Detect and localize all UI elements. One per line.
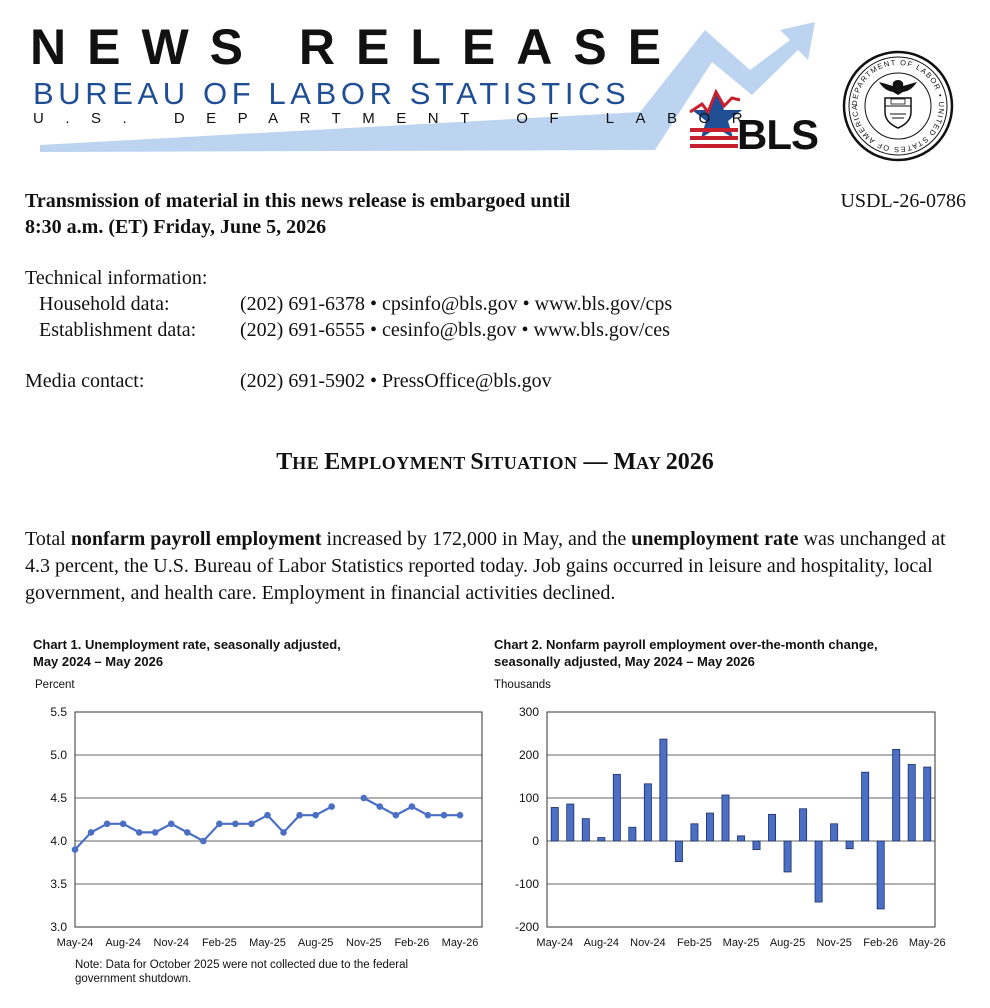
- x-tick-label: Feb-26: [863, 937, 899, 949]
- data-bar: [800, 809, 807, 841]
- chart1-note: [75, 958, 408, 986]
- data-bar: [551, 807, 558, 841]
- data-point: [457, 812, 464, 819]
- embargo-line-1: Transmission of material in this news release is embargoed until: [25, 190, 571, 212]
- data-bar: [924, 767, 931, 841]
- data-point: [312, 812, 319, 819]
- x-tick-label: May-24: [536, 937, 574, 949]
- data-bar: [877, 841, 884, 909]
- y-tick-label: 200: [518, 748, 539, 762]
- data-point: [425, 812, 432, 819]
- data-point: [441, 812, 448, 819]
- y-tick-label: 3.5: [50, 877, 67, 891]
- bls-logo-text: BLS: [737, 111, 818, 158]
- chart2-title: [494, 636, 878, 670]
- data-bar: [567, 804, 574, 841]
- y-tick-label: 5.0: [50, 748, 67, 762]
- embargo-notice: [25, 188, 665, 240]
- y-tick-label: 3.0: [50, 920, 67, 934]
- data-point: [184, 829, 191, 836]
- title-part: HE: [292, 453, 325, 473]
- chart1-note-line: government shutdown.: [75, 973, 192, 985]
- y-tick-label: 4.0: [50, 834, 67, 848]
- x-tick-label: Aug-24: [583, 937, 620, 949]
- data-bar: [737, 836, 744, 841]
- data-point: [328, 803, 335, 810]
- data-point: [376, 803, 383, 810]
- title-part: MPLOYMENT: [340, 453, 471, 473]
- y-tick-label: 5.5: [50, 705, 67, 719]
- title-part: —: [577, 449, 614, 475]
- x-tick-label: May-26: [908, 937, 946, 949]
- title-part: 2026: [665, 449, 714, 475]
- title-part: S: [470, 449, 484, 475]
- news-release-title: NEWS RELEASE: [30, 19, 683, 75]
- data-bar: [660, 739, 667, 841]
- chart1-unemployment-rate: [0, 700, 495, 952]
- data-bar: [613, 774, 620, 841]
- data-bar: [846, 841, 853, 849]
- bureau-name: BUREAU OF LABOR STATISTICS: [33, 76, 631, 111]
- svg-text:DEPARTMENT OF LABOR • UNITED S: DEPARTMENT OF LABOR • UNITED STATES OF AMERICA: [849, 57, 947, 155]
- dol-seal-icon: [828, 50, 968, 162]
- data-bar: [691, 824, 698, 841]
- data-bar: [862, 772, 869, 841]
- x-tick-label: Nov-25: [816, 937, 852, 949]
- lead-paragraph: [25, 526, 970, 607]
- data-bar: [644, 784, 651, 841]
- data-bar: [706, 813, 713, 841]
- chart2-title-line: seasonally adjusted, May 2024 – May 2026: [494, 654, 755, 669]
- x-tick-label: Aug-24: [105, 937, 141, 949]
- data-point: [264, 812, 271, 819]
- title-part: ITUATION: [483, 453, 578, 473]
- data-bar: [582, 819, 589, 841]
- data-point: [72, 846, 79, 853]
- x-tick-label: Feb-25: [201, 937, 237, 949]
- data-point: [88, 829, 95, 836]
- data-point: [280, 829, 287, 836]
- data-bar: [629, 827, 636, 841]
- media-label: Media contact:: [25, 370, 145, 392]
- chart1-title: [33, 636, 341, 670]
- title-part: M: [613, 449, 637, 475]
- release-title: [0, 447, 990, 478]
- data-point: [216, 821, 223, 828]
- household-label: Household data:: [39, 293, 170, 315]
- y-tick-label: 0: [532, 834, 539, 848]
- chart1-title-line: May 2024 – May 2026: [33, 654, 164, 669]
- lead-text: Total: [25, 528, 71, 550]
- chart1-note-line: Note: Data for October 2025 were not collected due to the federal: [75, 959, 409, 971]
- establishment-value: (202) 691-6555 • cesinfo@bls.gov • www.bls.gov/ces: [240, 319, 670, 341]
- data-point: [152, 829, 159, 836]
- x-tick-label: Nov-24: [153, 937, 189, 949]
- data-point: [200, 838, 207, 845]
- media-value: (202) 691-5902 • PressOffice@bls.gov: [240, 370, 552, 392]
- data-point: [296, 812, 303, 819]
- release-id: USDL-26-0786: [840, 190, 966, 212]
- chart1-title-line: Chart 1. Unemployment rate, seasonally adjusted,: [33, 637, 341, 652]
- chart2-nonfarm-payroll-change: [495, 700, 965, 952]
- lead-bold-text: unemployment rate: [631, 528, 799, 550]
- data-bar: [815, 841, 822, 902]
- department-name: U.S. DEPARTMENT OF LABOR: [33, 110, 765, 127]
- data-bar: [768, 814, 775, 841]
- chart2-unit-label: Thousands: [494, 679, 551, 691]
- data-point: [104, 821, 111, 828]
- data-bar: [831, 824, 838, 841]
- x-tick-label: May-25: [249, 937, 286, 949]
- x-tick-label: May-26: [441, 937, 479, 949]
- technical-info-heading: Technical information:: [25, 267, 208, 289]
- x-tick-label: Feb-25: [677, 937, 712, 949]
- y-tick-label: 300: [518, 705, 539, 719]
- embargo-line-2: 8:30 a.m. (ET) Friday, June 5, 2026: [25, 216, 327, 238]
- x-tick-label: Aug-25: [769, 937, 806, 949]
- title-part: T: [276, 449, 293, 475]
- household-value: (202) 691-6378 • cpsinfo@bls.gov • www.bls.gov/cps: [240, 293, 673, 315]
- y-tick-label: 100: [518, 791, 539, 805]
- data-point: [120, 821, 127, 828]
- data-bar: [753, 841, 760, 850]
- y-tick-label: 4.5: [50, 791, 67, 805]
- data-point: [136, 829, 143, 836]
- y-tick-label: -100: [514, 877, 539, 891]
- x-tick-label: Nov-25: [346, 937, 382, 949]
- chart2-title-line: Chart 2. Nonfarm payroll employment over-the-month change,: [494, 637, 878, 652]
- data-point: [409, 803, 416, 810]
- x-tick-label: May-25: [722, 937, 760, 949]
- x-tick-label: Aug-25: [297, 937, 334, 949]
- data-bar: [722, 795, 729, 841]
- data-bar: [675, 841, 682, 862]
- lead-text: increased by 172,000 in May, and the: [321, 528, 632, 550]
- data-bar: [784, 841, 791, 872]
- x-tick-label: Nov-24: [630, 937, 666, 949]
- establishment-label: Establishment data:: [39, 319, 197, 341]
- lead-bold-text: nonfarm payroll employment: [70, 528, 322, 550]
- data-point: [168, 821, 175, 828]
- data-point: [360, 795, 367, 802]
- y-tick-label: -200: [514, 920, 539, 934]
- data-bar: [598, 838, 605, 841]
- x-tick-label: May-24: [56, 937, 94, 949]
- chart1-unit-label: Percent: [35, 679, 75, 691]
- data-bar: [908, 764, 915, 841]
- data-point: [248, 821, 255, 828]
- data-bar: [893, 749, 900, 841]
- data-point: [393, 812, 400, 819]
- title-part: E: [324, 449, 341, 475]
- plot-frame: [75, 712, 482, 927]
- title-part: AY: [636, 453, 666, 473]
- lead-text: was unchanged at 4.3 percent, the U.S. Bureau of Labor Statistics reported today. Job gains occurred in leisure and hospitality, local government, and health care. Employment in financial activities declined.: [25, 528, 946, 604]
- x-tick-label: Feb-26: [394, 937, 430, 949]
- data-point: [232, 821, 239, 828]
